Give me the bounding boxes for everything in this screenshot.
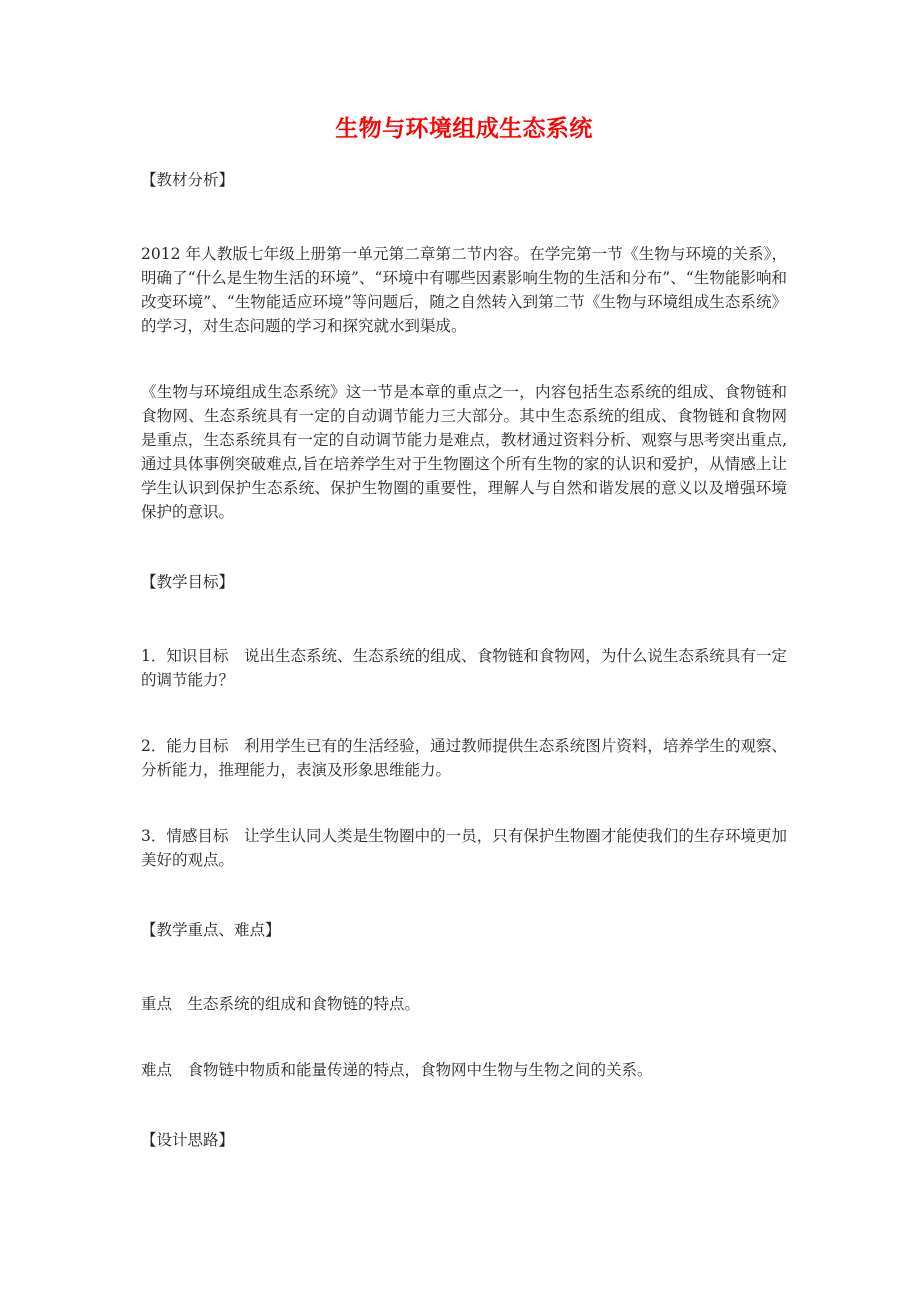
difficult-point-item: 难点 食物链中物质和能量传递的特点，食物网中生物与生物之间的关系。 bbox=[141, 1061, 653, 1079]
spacer bbox=[141, 524, 787, 570]
spacer bbox=[141, 146, 787, 168]
section-heading-textbook-analysis: 【教材分析】 bbox=[141, 171, 235, 189]
objective-item-knowledge: 1．知识目标 说出生态系统、生态系统的组成、食物链和食物网，为什么说生态系统具有一定的调节能力？ bbox=[141, 647, 787, 689]
objective-item-emotion: 3．情感目标 让学生认同人类是生物圈中的一员，只有保护生物圈才能使我们的生存环境更加美好的观点。 bbox=[141, 827, 787, 869]
spacer bbox=[141, 594, 787, 644]
key-point-item: 重点 生态系统的组成和食物链的特点。 bbox=[141, 995, 421, 1013]
document-content-column bbox=[141, 0, 787, 1152]
paragraph-textbook-analysis-2: 《生物与环境组成生态系统》这一节是本章的重点之一，内容包括生态系统的组成、食物链和食物网、生态系统具有一定的自动调节能力三大部分。其中生态系统的组成、食物链和食物网是重点，生态系统具有一定的自动调节能力是难点，教材通过资料分析、观察与思考突出重点,通过具体事例突破难点,旨在培养学生对于生物圈这个所有生物的家的认识和爱护，从情感上让学生认识到保护生态系统、保护生物圈的重要性，理解人与自然和谐发展的意义以及增强环境保护的意识。 bbox=[141, 383, 787, 521]
spacer bbox=[141, 1082, 787, 1128]
spacer bbox=[141, 872, 787, 918]
objective-item-ability: 2．能力目标 利用学生已有的生活经验，通过教师提供生态系统图片资料，培养学生的观察、分析能力，推理能力，表演及形象思维能力。 bbox=[141, 737, 787, 779]
spacer bbox=[141, 192, 787, 242]
section-heading-design-approach: 【设计思路】 bbox=[141, 1131, 235, 1149]
spacer bbox=[141, 1016, 787, 1058]
spacer bbox=[141, 692, 787, 734]
spacer bbox=[141, 942, 787, 992]
spacer bbox=[141, 782, 787, 824]
section-heading-key-difficult-points: 【教学重点、难点】 bbox=[141, 921, 281, 939]
page-title: 生物与环境组成生态系统 bbox=[335, 116, 593, 142]
spacer bbox=[141, 338, 787, 380]
paragraph-textbook-analysis-1: 2012 年人教版七年级上册第一单元第二章第二节内容。在学完第一节《生物与环境的关系》，明确了“什么是生物生活的环境”、“环境中有哪些因素影响生物的生活和分布”、“生物能影响和改变环境”、“生物能适应环境”等问题后，随之自然转入到第二节《生物与环境组成生态系统》的学习，对生态问题的学习和探究就水到渠成。 bbox=[141, 245, 787, 335]
section-heading-teaching-objectives: 【教学目标】 bbox=[141, 573, 235, 591]
